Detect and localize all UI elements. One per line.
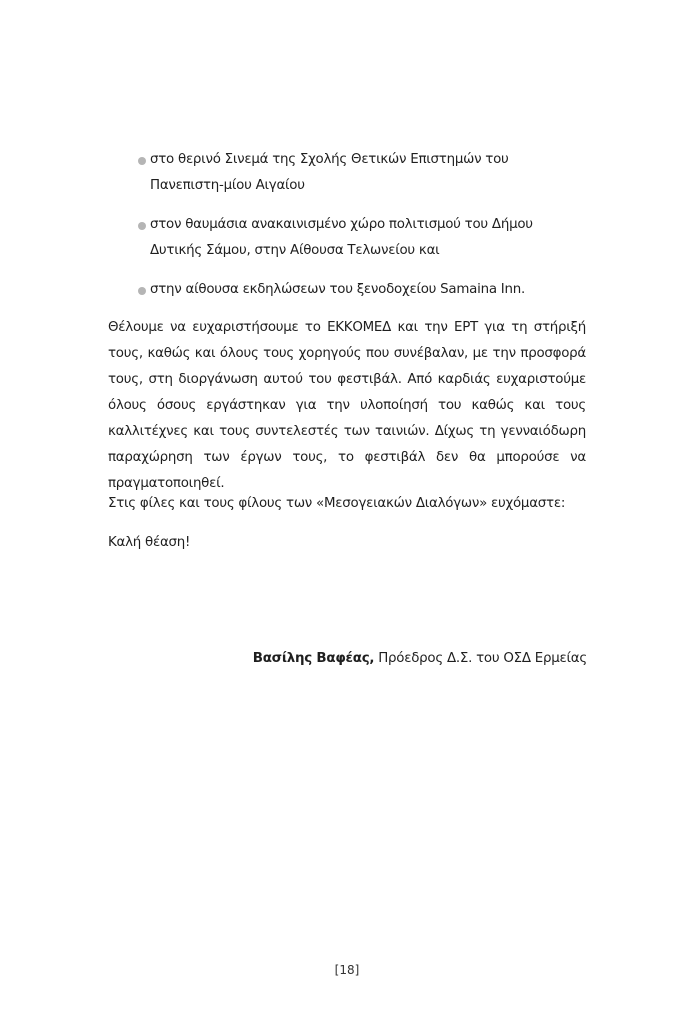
closing-line: Καλή θέαση! [108,535,191,550]
list-item-text [140,212,586,264]
list-item-text [140,147,586,199]
signature-name: Βασίλης Βαφέας, [252,651,375,666]
signature-title: Πρόεδρος Δ.Σ. του ΟΣΔ Ερμείας [378,651,587,666]
bullet-text-1: στο θερινό Σινεμά της Σχολής Θετικών Επιστημών του Πανεπιστη-μίου Αιγαίου [150,152,509,193]
page-number: [18] [334,963,360,977]
acknowledgement-paragraph: Θέλουμε να ευχαριστήσουμε το ΕΚΚΟΜΕΔ και την ΕΡΤ για τη στήριξή τους, καθώς και όλους τους χορηγούς που συνέβαλαν, με την προσφορά τους, στη διοργάνωση αυτού του φεστιβάλ. Από καρδιάς ευχαριστούμε όλους όσους εργάστηκαν για την υλοποίησή του καθώς και τους καλλιτέχνες και τους συντελεστές των ταινιών. Δίχως τη γενναιόδωρη παραχώρηση των έργων τους, το φεστιβάλ δεν θα μπορούσε να πραγματοποιηθεί. [108,320,586,491]
list-item [108,212,586,264]
bullet-text-2: στον θαυμάσια ανακαινισμένο χώρο πολιτισμού του Δήμου Δυτικής Σάμου, στην Αίθουσα Τελωνείου και [150,217,533,258]
bullet-text-3: στην αίθουσα εκδηλώσεων του ξενοδοχείου Samaina Inn. [150,282,525,297]
bullet-dot-icon [138,157,146,165]
wishes-paragraph: Στις φίλες και τους φίλους των «Μεσογειακών Διαλόγων» ευχόμαστε: [108,496,566,511]
bullet-dot-icon [138,222,146,230]
list-item [108,277,586,303]
list-item-text [140,277,586,303]
list-item [108,147,586,199]
signature [253,646,587,672]
bullet-list [108,147,586,316]
bullet-dot-icon [138,287,146,295]
